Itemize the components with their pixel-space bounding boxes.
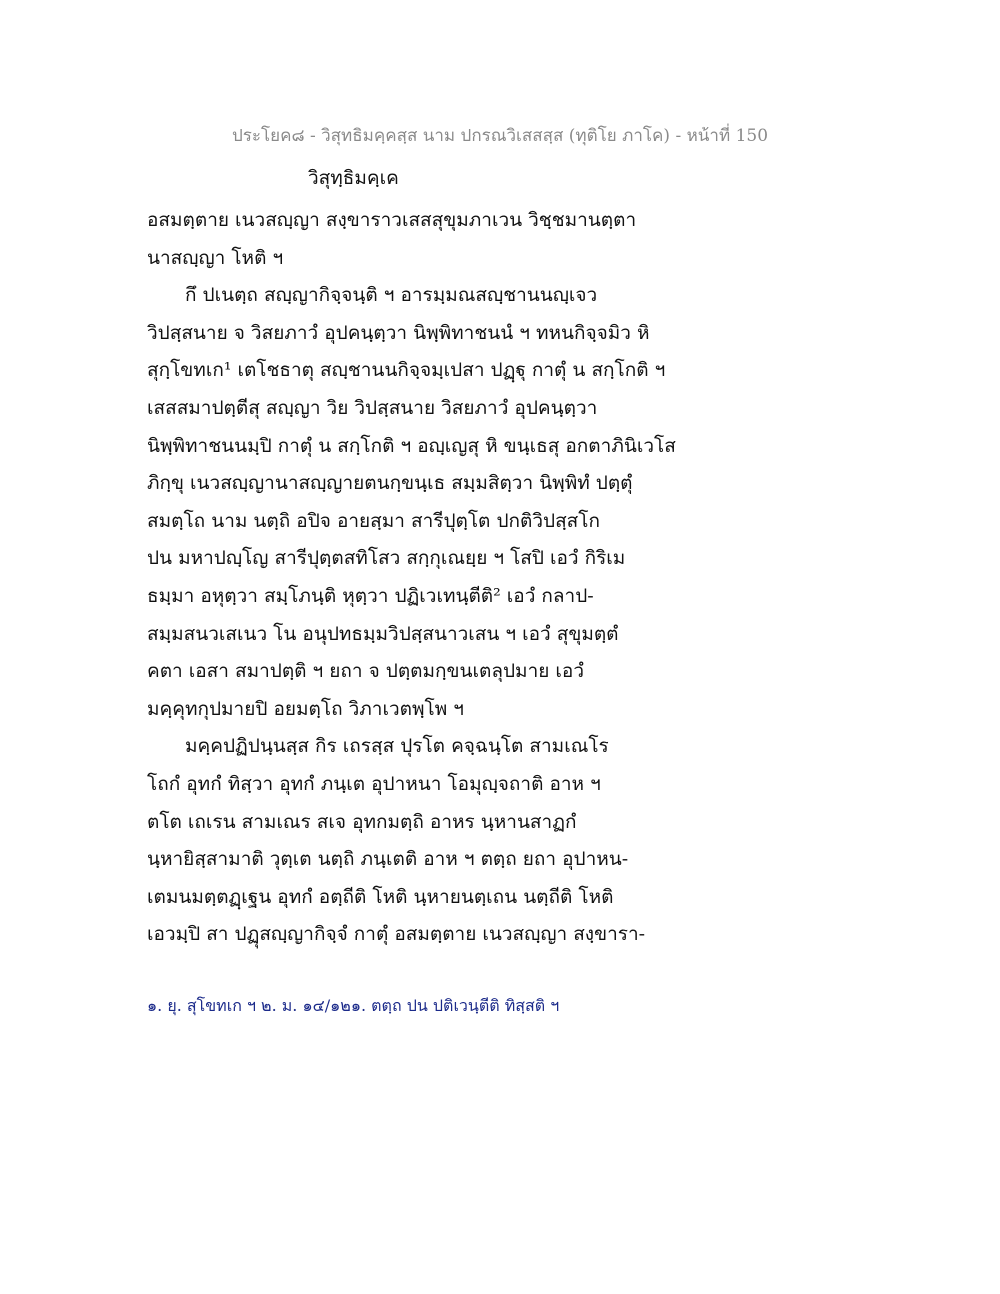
- text-line: คตา เอสา สมาปตฺติ ฯ ยถา จ ปตฺตมกฺขนเตลุปมาย เอวํ: [147, 660, 584, 683]
- book-title: วิสุทฺธิมคฺเค: [308, 167, 399, 189]
- body-text: [147, 202, 847, 954]
- text-line: นาสญฺญา โหติ ฯ: [147, 246, 284, 269]
- text-line: เอวมฺปิ สา ปฏุสญฺญากิจฺจํ กาตุํ อสมตฺตาย เนวสญฺญา สงฺขารา-: [147, 923, 646, 946]
- text-line: นิพฺพิทาชนนมฺปิ กาตุํ น สกฺโกติ ฯ อญฺเญสุ หิ ขนฺเธสุ อกตาภินิเวโส: [147, 434, 676, 457]
- text-line: สุกฺโขทเก¹ เตโชธาตุ สญฺชานนกิจฺจมฺเปสา ปฏฺฐุ กาตุํ น สกฺโกติ ฯ: [147, 359, 666, 382]
- text-line: ภิกฺขุ เนวสญฺญานาสญฺญายตนกฺขนฺเธ สมฺมสิตฺวา นิพฺพิทํ ปตฺตุํ: [147, 472, 633, 495]
- page-header: ประโยค๘ - วิสุทธิมคฺคสฺส นาม ปกรณวิเสสสฺส (ทุติโย ภาโค) - หน้าที่ 150: [231, 126, 769, 146]
- text-line: สมฺมสนวเสเนว โน อนุปทธมฺมวิปสฺสนาวเสน ฯ เอวํ สุขุมตฺตํ: [147, 622, 619, 645]
- text-line: อสมตฺตาย เนวสญฺญา สงฺขาราวเสสสุขุมภาเวน วิชฺชมานตฺตา: [147, 209, 637, 231]
- text-line: วิปสฺสนาย จ วิสยภาวํ อุปคนฺตฺวา นิพฺพิทาชนนํ ฯ ทหนกิจฺจมิว หิ: [147, 321, 650, 344]
- text-line: กึ ปเนตฺถ สญฺญากิจฺจนฺติ ฯ อารมฺมณสญฺชานนญฺเจว: [185, 284, 598, 307]
- text-line: โถกํ อุทกํ ทิสฺวา อุทกํ ภนฺเต อุปาหนา โอมุญฺจถาติ อาห ฯ: [147, 772, 601, 795]
- text-line: ปน มหาปญฺโญ สารีปุตฺตสทิโสว สกฺกุเณยฺย ฯ โสปิ เอวํ กิริเม: [147, 547, 626, 570]
- text-line: เตมนมตฺตฏฺเฐน อุทกํ อตฺถีติ โหติ นฺหายนตฺเถน นตฺถีติ โหติ: [147, 885, 614, 908]
- text-line: นฺหายิสฺสามาติ วุตฺเต นตฺถิ ภนฺเตติ อาห ฯ ตตฺถ ยถา อุปาหน-: [147, 848, 629, 871]
- text-line: สมตฺโถ นาม นตฺถิ อปิจ อายสฺมา สารีปุตฺโต ปกติวิปสฺสโก: [147, 509, 600, 532]
- text-line: เสสสมาปตฺตีสุ สญฺญา วิย วิปสฺสนาย วิสยภาวํ อุปคนฺตฺวา: [147, 396, 598, 419]
- text-line: มคฺคุทกุปมายปิ อยมตฺโถ วิภาเวตพฺโพ ฯ: [147, 697, 464, 720]
- text-line: มคฺคปฏิปนฺนสฺส กิร เถรสฺส ปุรโต คจฺฉนฺโต สามเณโร: [185, 735, 609, 758]
- footnote: ๑. ยุ. สุโขทเก ฯ ๒. ม. ๑๔/๑๒๑. ตตฺถ ปน ปติเวนฺตีติ ทิสฺสติ ฯ: [147, 996, 560, 1015]
- text-line: ตโต เถเรน สามเณร สเจ อุทกมตฺถิ อาหร นฺหานสาฏกํ: [147, 810, 577, 833]
- text-line: ธมฺมา อหุตฺวา สมฺโภนฺติ หุตฺวา ปฏิเวเทนฺตีติ² เอวํ กลาป-: [147, 584, 594, 607]
